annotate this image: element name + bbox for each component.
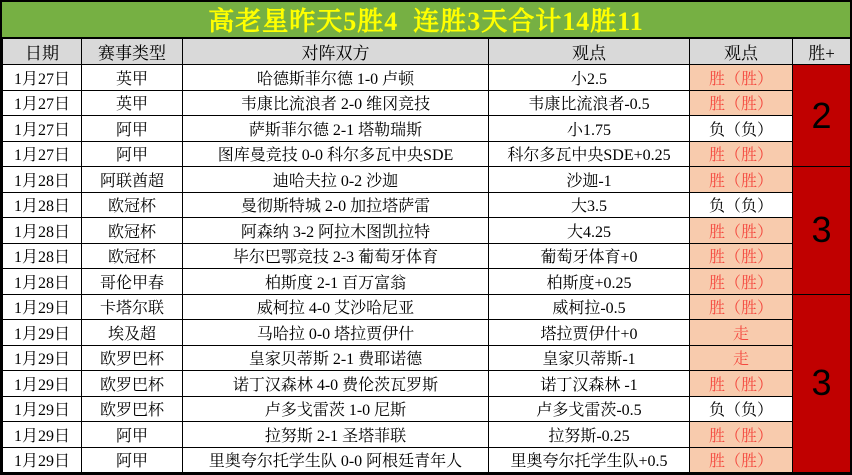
match-cell: 毕尔巴鄂竞技 2-3 葡萄牙体育 [183, 243, 489, 269]
table-row [3, 141, 851, 167]
title-text: 高老星昨天5胜4 连胜3天合计14胜11 [208, 7, 644, 36]
league-cell: 阿甲 [82, 141, 183, 167]
result-cell: 胜（胜） [690, 167, 793, 193]
match-cell: 威柯拉 4-0 艾沙哈尼亚 [183, 294, 489, 320]
result-cell: 胜（胜） [690, 371, 793, 397]
table-row [3, 345, 851, 371]
league-cell: 欧冠杯 [82, 192, 183, 218]
pick-cell: 诺丁汉森林 -1 [489, 371, 690, 397]
match-cell: 里奥夸尔托学生队 0-0 阿根廷青年人 [183, 447, 489, 473]
table-body [3, 65, 851, 473]
title-banner [2, 2, 850, 38]
table-row [3, 90, 851, 116]
league-cell: 欧冠杯 [82, 218, 183, 244]
date-cell: 1月29日 [3, 320, 82, 346]
match-cell: 马哈拉 0-0 塔拉贾伊什 [183, 320, 489, 346]
table-row [3, 65, 851, 91]
date-cell: 1月28日 [3, 243, 82, 269]
date-cell: 1月29日 [3, 447, 82, 473]
header-row [3, 39, 851, 65]
result-cell: 负（负） [690, 396, 793, 422]
date-cell: 1月28日 [3, 218, 82, 244]
result-cell: 胜（胜） [690, 269, 793, 295]
table-row [3, 371, 851, 397]
date-cell: 1月27日 [3, 90, 82, 116]
pick-cell: 小1.75 [489, 116, 690, 142]
match-cell: 阿森纳 3-2 阿拉木图凯拉特 [183, 218, 489, 244]
match-cell: 柏斯度 2-1 百万富翁 [183, 269, 489, 295]
pick-cell: 皇家贝蒂斯-1 [489, 345, 690, 371]
table-row [3, 116, 851, 142]
match-cell: 哈德斯菲尔德 1-0 卢顿 [183, 65, 489, 91]
pick-cell: 威柯拉-0.5 [489, 294, 690, 320]
date-cell: 1月29日 [3, 396, 82, 422]
pick-cell: 沙迦-1 [489, 167, 690, 193]
pick-cell: 拉努斯-0.25 [489, 422, 690, 448]
league-cell: 阿甲 [82, 447, 183, 473]
date-cell: 1月27日 [3, 116, 82, 142]
header-league: 赛事类型 [82, 39, 183, 65]
league-cell: 阿联酋超 [82, 167, 183, 193]
header-pick: 观点 [489, 39, 690, 65]
match-cell: 曼彻斯特城 2-0 加拉塔萨雷 [183, 192, 489, 218]
match-cell: 迪哈夫拉 0-2 沙迦 [183, 167, 489, 193]
table-row [3, 192, 851, 218]
result-cell: 胜（胜） [690, 90, 793, 116]
date-cell: 1月28日 [3, 167, 82, 193]
league-cell: 英甲 [82, 90, 183, 116]
date-cell: 1月28日 [3, 269, 82, 295]
table-row [3, 396, 851, 422]
date-cell: 1月29日 [3, 422, 82, 448]
match-cell: 萨斯菲尔德 2-1 塔勒瑞斯 [183, 116, 489, 142]
match-cell: 韦康比流浪者 2-0 维冈竞技 [183, 90, 489, 116]
league-cell: 英甲 [82, 65, 183, 91]
table-row [3, 294, 851, 320]
result-cell: 胜（胜） [690, 218, 793, 244]
league-cell: 欧罗巴杯 [82, 396, 183, 422]
net-wins-cell: 2 [793, 65, 851, 167]
header-match: 对阵双方 [183, 39, 489, 65]
league-cell: 哥伦甲春 [82, 269, 183, 295]
match-cell: 拉努斯 2-1 圣塔菲联 [183, 422, 489, 448]
league-cell: 卡塔尔联 [82, 294, 183, 320]
pick-cell: 大3.5 [489, 192, 690, 218]
match-cell: 卢多戈雷茨 1-0 尼斯 [183, 396, 489, 422]
table-row [3, 243, 851, 269]
result-cell: 负（负） [690, 192, 793, 218]
table-row [3, 422, 851, 448]
pick-cell: 韦康比流浪者-0.5 [489, 90, 690, 116]
league-cell: 阿甲 [82, 422, 183, 448]
result-cell: 胜（胜） [690, 65, 793, 91]
pick-cell: 塔拉贾伊什+0 [489, 320, 690, 346]
date-cell: 1月29日 [3, 294, 82, 320]
result-cell: 胜（胜） [690, 447, 793, 473]
date-cell: 1月27日 [3, 65, 82, 91]
header-date: 日期 [3, 39, 82, 65]
header-result: 观点 [690, 39, 793, 65]
date-cell: 1月28日 [3, 192, 82, 218]
pick-cell: 葡萄牙体育+0 [489, 243, 690, 269]
result-cell: 负（负） [690, 116, 793, 142]
pick-cell: 科尔多瓦中央SDE+0.25 [489, 141, 690, 167]
result-cell: 胜（胜） [690, 422, 793, 448]
table-row [3, 320, 851, 346]
result-cell: 胜（胜） [690, 294, 793, 320]
pick-cell: 卢多戈雷茨-0.5 [489, 396, 690, 422]
date-cell: 1月29日 [3, 345, 82, 371]
table-row [3, 218, 851, 244]
table-row [3, 447, 851, 473]
league-cell: 阿甲 [82, 116, 183, 142]
table-row [3, 269, 851, 295]
net-wins-cell: 3 [793, 167, 851, 295]
pick-cell: 柏斯度+0.25 [489, 269, 690, 295]
result-cell: 胜（胜） [690, 141, 793, 167]
league-cell: 欧冠杯 [82, 243, 183, 269]
result-cell: 走 [690, 345, 793, 371]
match-cell: 皇家贝蒂斯 2-1 费耶诺德 [183, 345, 489, 371]
table-row [3, 167, 851, 193]
pick-cell: 大4.25 [489, 218, 690, 244]
league-cell: 埃及超 [82, 320, 183, 346]
league-cell: 欧罗巴杯 [82, 371, 183, 397]
header-netwins: 胜+ [793, 39, 851, 65]
date-cell: 1月27日 [3, 141, 82, 167]
pick-cell: 小2.5 [489, 65, 690, 91]
pick-cell: 里奥夸尔托学生队+0.5 [489, 447, 690, 473]
result-cell: 走 [690, 320, 793, 346]
league-cell: 欧罗巴杯 [82, 345, 183, 371]
net-wins-cell: 3 [793, 294, 851, 473]
date-cell: 1月29日 [3, 371, 82, 397]
results-table [2, 38, 851, 473]
result-cell: 胜（胜） [690, 243, 793, 269]
match-cell: 诺丁汉森林 4-0 费伦茨瓦罗斯 [183, 371, 489, 397]
match-cell: 图库曼竞技 0-0 科尔多瓦中央SDE [183, 141, 489, 167]
